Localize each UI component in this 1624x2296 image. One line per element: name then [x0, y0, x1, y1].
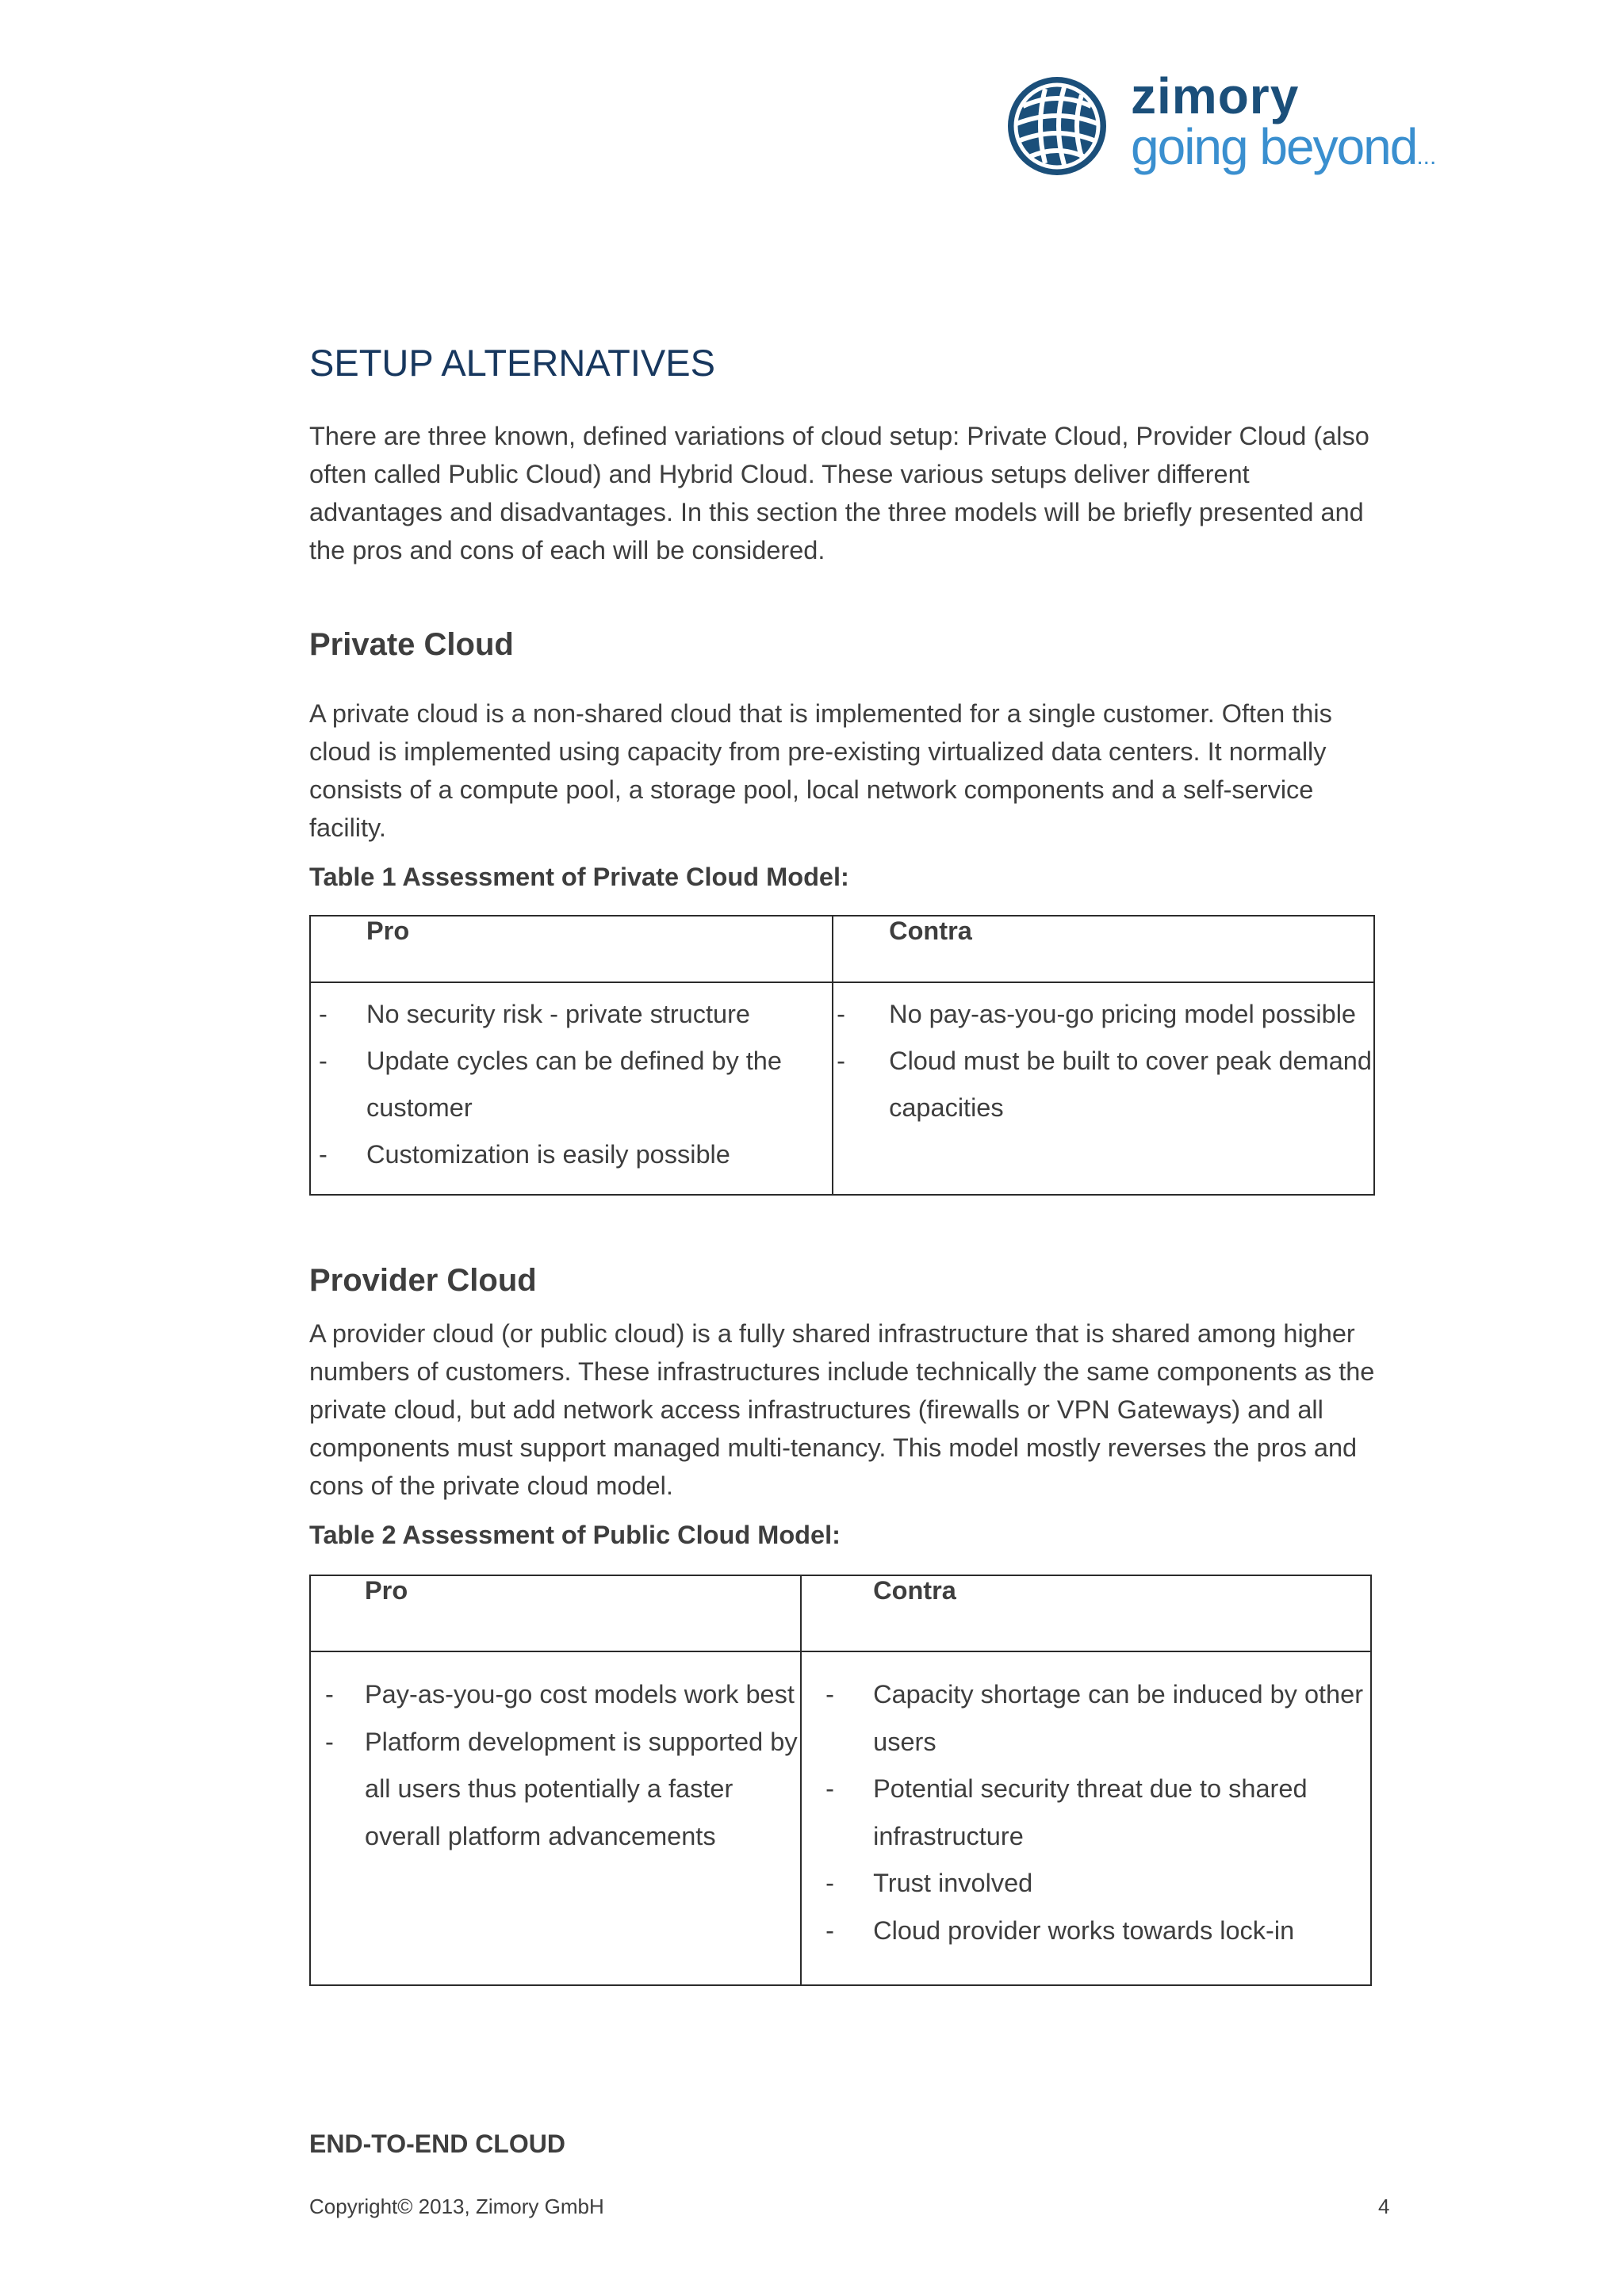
- pro-cell: [310, 982, 833, 1195]
- table-header-row: [310, 1575, 1371, 1651]
- footer-title: END-TO-END CLOUD: [309, 2130, 565, 2158]
- page-number: 4: [1378, 2195, 1390, 2218]
- table2-caption: Table 2 Assessment of Public Cloud Model:: [309, 1521, 841, 1549]
- page-content: [309, 341, 1388, 1986]
- section-title: SETUP ALTERNATIVES: [309, 342, 715, 384]
- contra-header: Contra: [833, 916, 1374, 982]
- list-item: - Customization is easily possible: [319, 1140, 730, 1169]
- list-item: - Cloud must be built to cover peak demand capacities: [837, 1047, 1372, 1122]
- contra-header: Contra: [801, 1575, 1371, 1651]
- private-cloud-table: [309, 915, 1375, 1196]
- list-item: - No pay-as-you-go pricing model possible: [837, 1000, 1356, 1028]
- copyright: Copyright© 2013, Zimory GmbH: [309, 2195, 604, 2218]
- private-cloud-paragraph: A private cloud is a non-shared cloud that is implemented for a single customer. Often this cloud is implemented using capacity from pre-existing virtualized data centers. It normally consists of a compute pool, a storage pool, local network components and a self-service facility.: [309, 699, 1332, 842]
- contra-cell: [801, 1651, 1371, 1985]
- pro-cell: [310, 1651, 801, 1985]
- intro-paragraph: There are three known, defined variations of cloud setup: Private Cloud, Provider Cloud (also often called Public Cloud) and Hybrid Cloud. These various setups deliver different advantages and disadvantages. In this section the three models will be briefly presented and the pros and cons of each will be considered.: [309, 422, 1369, 564]
- list-item: - No security risk - private structure: [319, 1000, 751, 1028]
- pro-header: Pro: [310, 916, 833, 982]
- provider-cloud-paragraph: A provider cloud (or public cloud) is a fully shared infrastructure that is shared among higher numbers of customers. These infrastructures include technically the same components as the private cloud, but add network access infrastructures (firewalls or VPN Gateways) and all components must support managed multi-tenancy. This model mostly reverses the pros and cons of the private cloud model.: [309, 1319, 1375, 1500]
- provider-cloud-heading: Provider Cloud: [309, 1263, 537, 1298]
- logo-name: zimory: [1131, 67, 1300, 124]
- table1-caption: Table 1 Assessment of Private Cloud Model:: [309, 863, 849, 891]
- contra-cell: [833, 982, 1374, 1195]
- public-cloud-table: [309, 1575, 1372, 1986]
- list-item: - Platform development is supported by all users thus potentially a faster overall platform advancements: [325, 1727, 798, 1850]
- globe-logo-icon: [1005, 75, 1109, 178]
- logo-tagline: going beyond...: [1131, 118, 1437, 175]
- private-cloud-heading: Private Cloud: [309, 627, 514, 662]
- pro-header: Pro: [310, 1575, 801, 1651]
- list-item: - Potential security threat due to shared infrastructure: [825, 1774, 1308, 1850]
- list-item: - Trust involved: [825, 1869, 1033, 1897]
- list-item: - Pay-as-you-go cost models work best: [325, 1680, 795, 1709]
- table-row: [310, 982, 1374, 1195]
- table-header-row: [310, 916, 1374, 982]
- list-item: - Capacity shortage can be induced by other users: [825, 1680, 1364, 1756]
- list-item: - Cloud provider works towards lock-in: [825, 1915, 1295, 1945]
- list-item: - Update cycles can be defined by the customer: [319, 1047, 782, 1122]
- zimory-logo: [1005, 67, 1437, 182]
- table-row: [310, 1651, 1371, 1985]
